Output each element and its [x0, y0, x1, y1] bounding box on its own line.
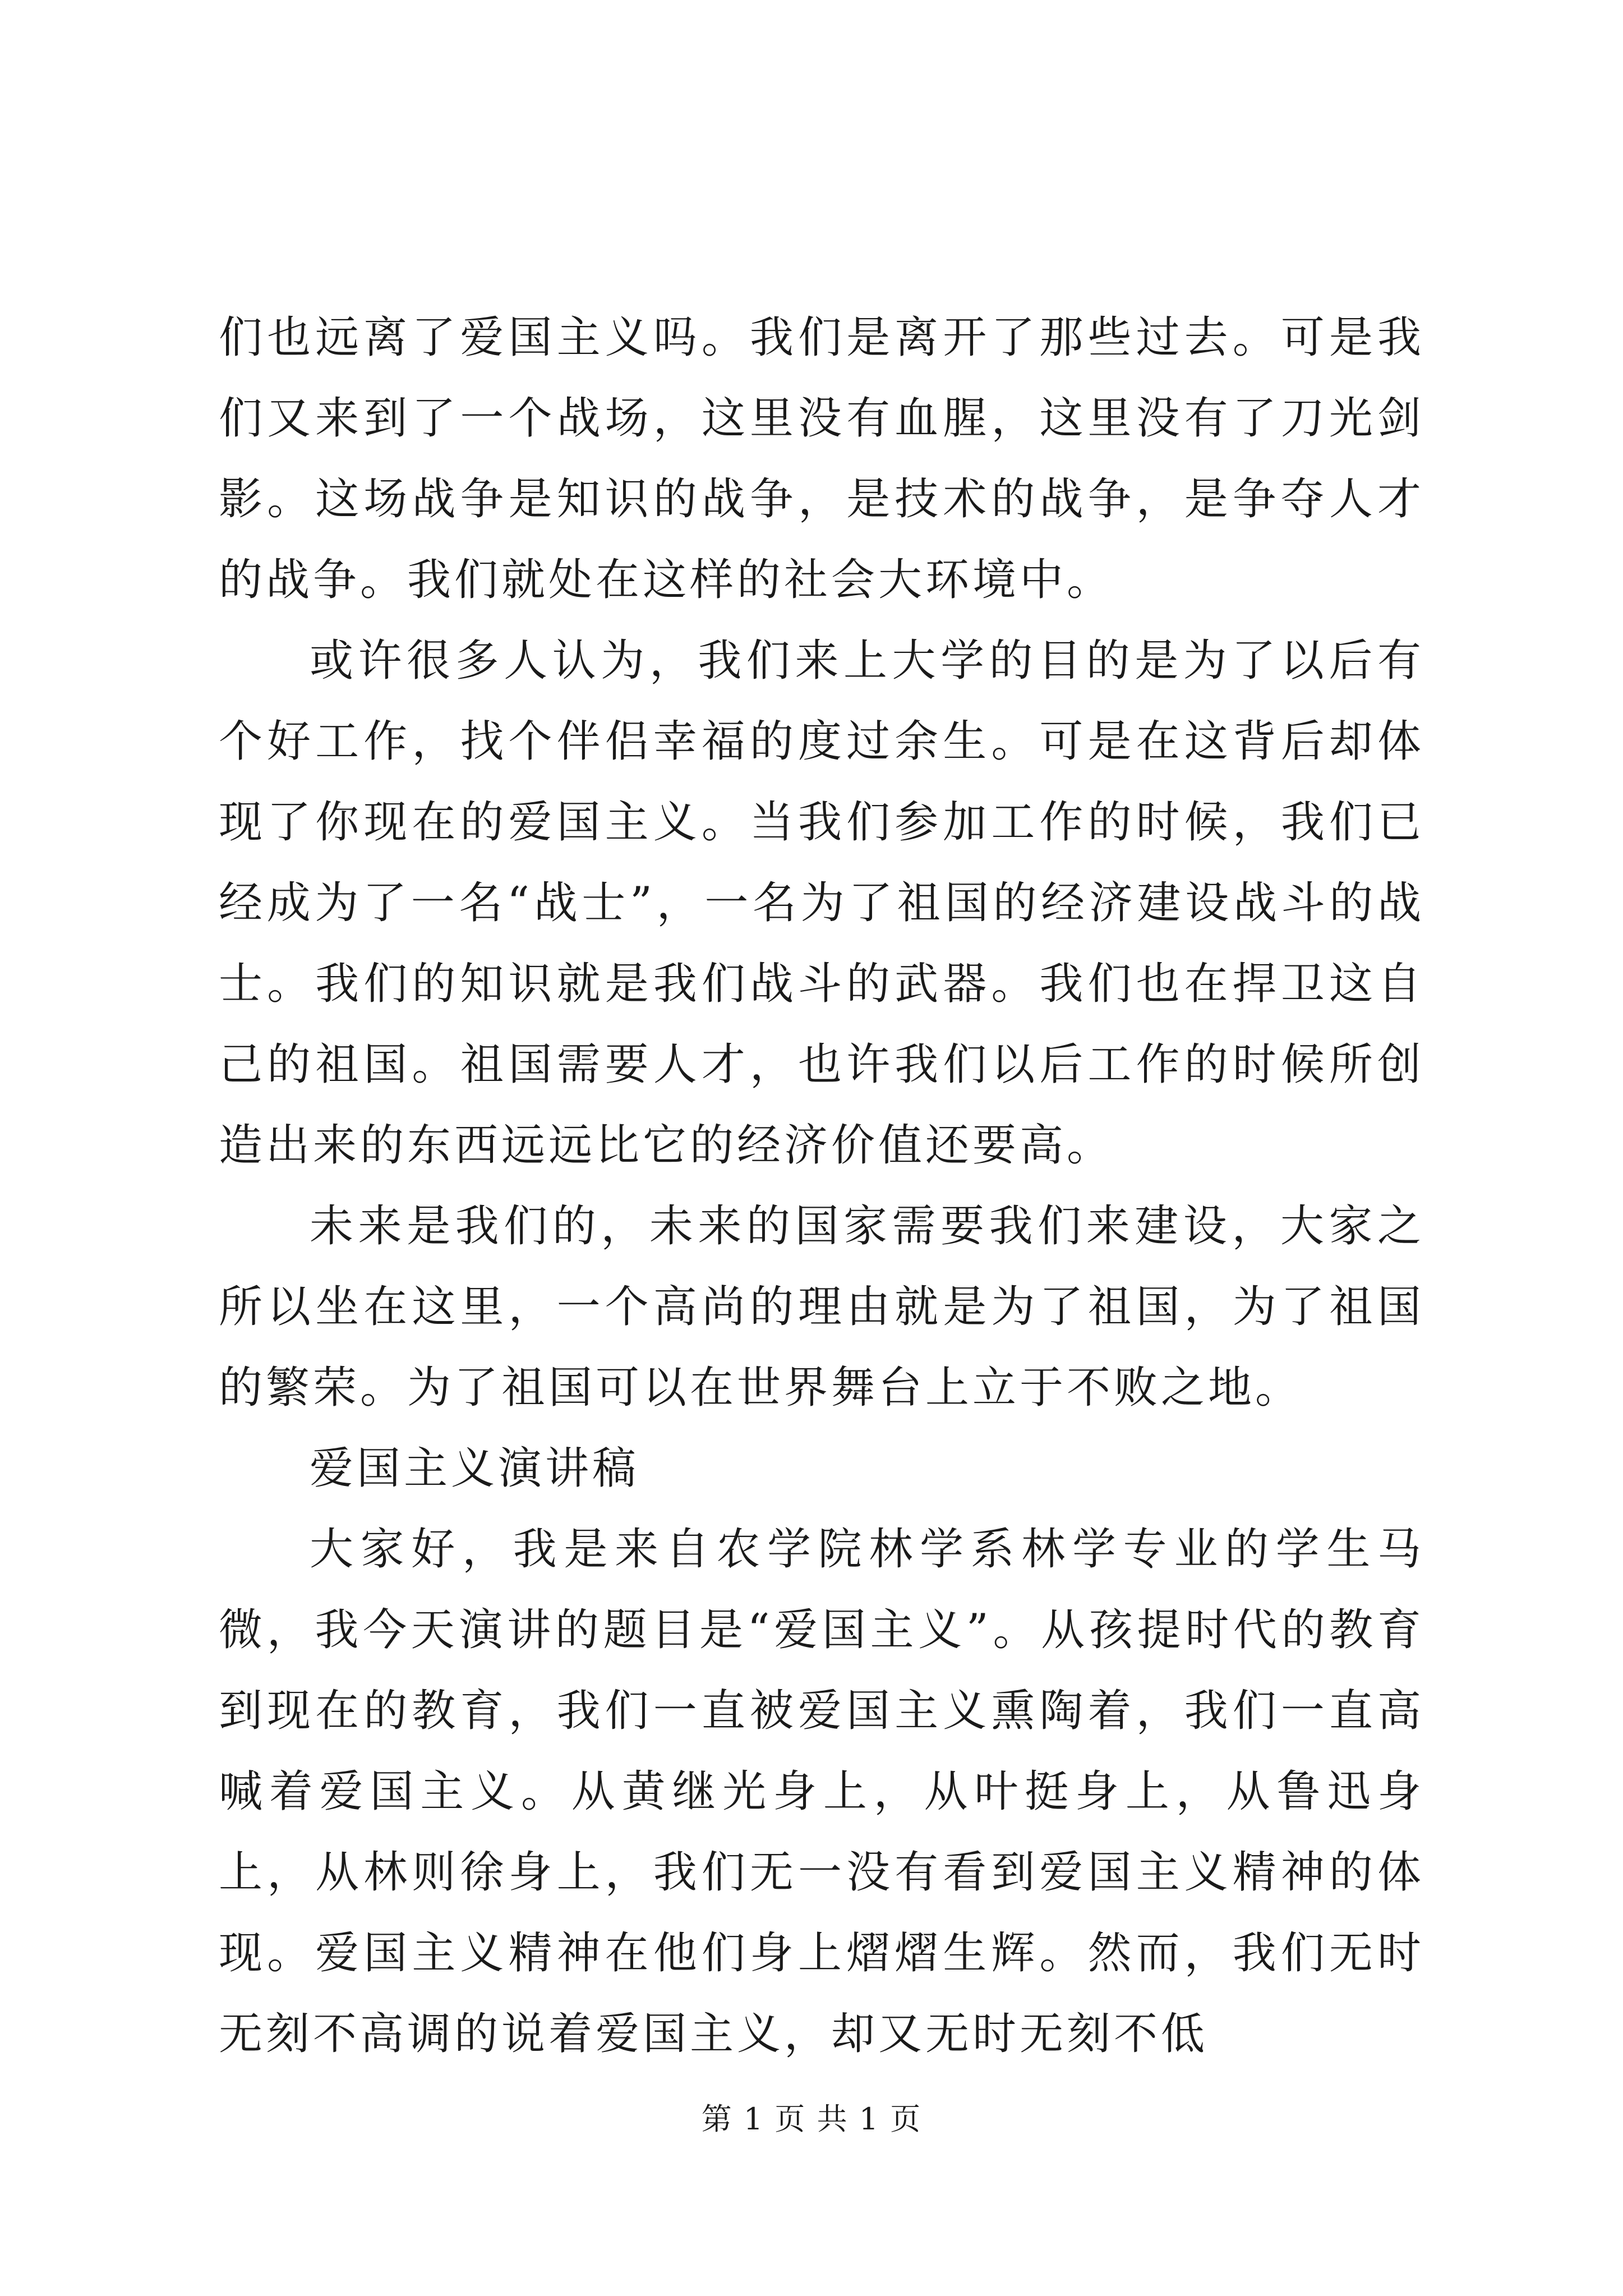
paragraph-university-purpose: 或许很多人认为，我们来上大学的目的是为了以后有个好工作，找个伴侣幸福的度过余生。可是在这背后却体现了你现在的爱国主义。当我们参加工作的时候，我们已经成为了一名“战士”，一名为了祖国的经济建设战斗的战士。我们的知识就是我们战斗的武器。我们也在捍卫这自己的祖国。祖国需要人才，也许我们以后工作的时候所创造出来的东西远远比它的经济价值还要高。	[219, 636, 1424, 1171]
paragraph-continuation: 们也远离了爱国主义吗。我们是离开了那些过去。可是我们又来到了一个战场，这里没有血腥，这里没有了刀光剑影。这场战争是知识的战争，是技术的战争，是争夺人才的战争。我们就处在这样的社会大环境中。	[219, 312, 1424, 605]
document-body	[219, 297, 1424, 2074]
page-footer: 第 1 页 共 1 页	[701, 2101, 922, 2137]
paragraph-greeting: 大家好，我是来自农学院林学系林学专业的学生马微，我今天演讲的题目是“爱国主义”。从孩提时代的教育到现在的教育，我们一直被爱国主义熏陶着，我们一直高喊着爱国主义。从黄继光身上，从叶挺身上，从鲁迅身上，从林则徐身上，我们无一没有看到爱国主义精神的体现。爱国主义精神在他们身上熠熠生辉。然而，我们无时无刻不高调的说着爱国主义，却又无时无刻不低	[219, 1524, 1424, 2059]
speech-title: 爱国主义演讲稿	[310, 1443, 640, 1494]
paragraph-future: 未来是我们的，未来的国家需要我们来建设，大家之所以坐在这里，一个高尚的理由就是为了祖国，为了祖国的繁荣。为了祖国可以在世界舞台上立于不败之地。	[219, 1201, 1424, 1413]
